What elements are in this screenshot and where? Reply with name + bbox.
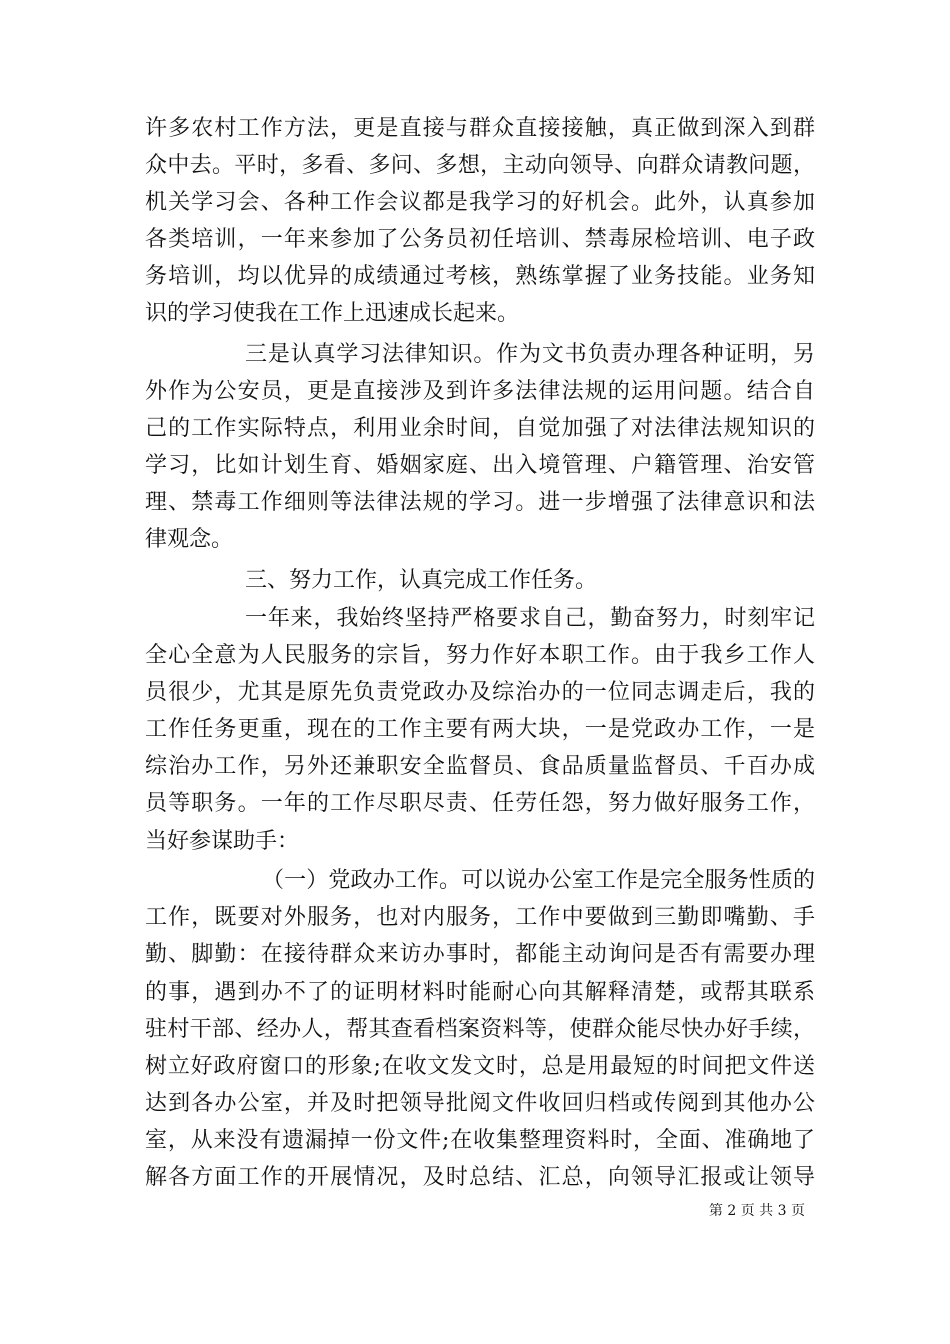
body-line: 达到各办公室，并及时把领导批阅文件收回归档或传阅到其他办公 <box>145 1091 815 1116</box>
paragraph-start-line: （一）党政办工作。可以说办公室工作是完全服务性质的 <box>262 868 815 893</box>
body-line: 全心全意为人民服务的宗旨，努力作好本职工作。由于我乡工作人 <box>145 643 815 668</box>
body-line: 解各方面工作的开展情况，及时总结、汇总，向领导汇报或让领导 <box>145 1165 815 1190</box>
body-line: 各类培训，一年来参加了公务员初任培训、禁毒尿检培训、电子政 <box>145 227 815 252</box>
page-number-footer: 第 2 页 共 3 页 <box>708 1203 805 1219</box>
body-line: 树立好政府窗口的形象;在收文发文时，总是用最短的时间把文件送 <box>145 1054 815 1079</box>
body-line: 综治办工作，另外还兼职安全监督员、食品质量监督员、千百办成 <box>145 754 815 779</box>
paragraph-start-line: 一年来，我始终坚持严格要求自己，勤奋努力，时刻牢记 <box>245 606 815 631</box>
body-line: 众中去。平时，多看、多问、多想，主动向领导、向群众请教问题， <box>145 153 815 178</box>
body-line: 当好参谋助手： <box>145 829 300 854</box>
paragraph-start-line: 三是认真学习法律知识。作为文书负责办理各种证明，另 <box>245 342 815 367</box>
section-heading: 三、努力工作，认真完成工作任务。 <box>245 568 598 593</box>
body-line: 律观念。 <box>145 527 234 552</box>
body-line: 外作为公安员，更是直接涉及到许多法律法规的运用问题。结合自 <box>145 379 815 404</box>
body-line: 驻村干部、经办人，帮其查看档案资料等，使群众能尽快办好手续， <box>145 1017 815 1042</box>
body-line: 室，从来没有遗漏掉一份文件;在收集整理资料时，全面、准确地了 <box>145 1128 815 1153</box>
body-line: 工作，既要对外服务，也对内服务，工作中要做到三勤即嘴勤、手 <box>145 905 815 930</box>
body-line: 的事，遇到办不了的证明材料时能耐心向其解释清楚，或帮其联系 <box>145 980 815 1005</box>
body-line: 工作任务更重，现在的工作主要有两大块，一是党政办工作，一是 <box>145 717 815 742</box>
body-line: 识的学习使我在工作上迅速成长起来。 <box>145 301 520 326</box>
body-line: 己的工作实际特点，利用业余时间，自觉加强了对法律法规知识的 <box>145 416 815 441</box>
body-line: 许多农村工作方法，更是直接与群众直接接触，真正做到深入到群 <box>145 116 815 141</box>
body-line: 机关学习会、各种工作会议都是我学习的好机会。此外，认真参加 <box>145 190 815 215</box>
body-line: 员很少，尤其是原先负责党政办及综治办的一位同志调走后，我的 <box>145 680 815 705</box>
body-line: 勤、脚勤：在接待群众来访办事时，都能主动询问是否有需要办理 <box>145 942 815 967</box>
body-line: 理、禁毒工作细则等法律法规的学习。进一步增强了法律意识和法 <box>145 490 815 515</box>
body-line: 员等职务。一年的工作尽职尽责、任劳任怨，努力做好服务工作， <box>145 791 815 816</box>
body-line: 学习，比如计划生育、婚姻家庭、出入境管理、户籍管理、治安管 <box>145 453 815 478</box>
body-line: 务培训，均以优异的成绩通过考核，熟练掌握了业务技能。业务知 <box>145 264 815 289</box>
